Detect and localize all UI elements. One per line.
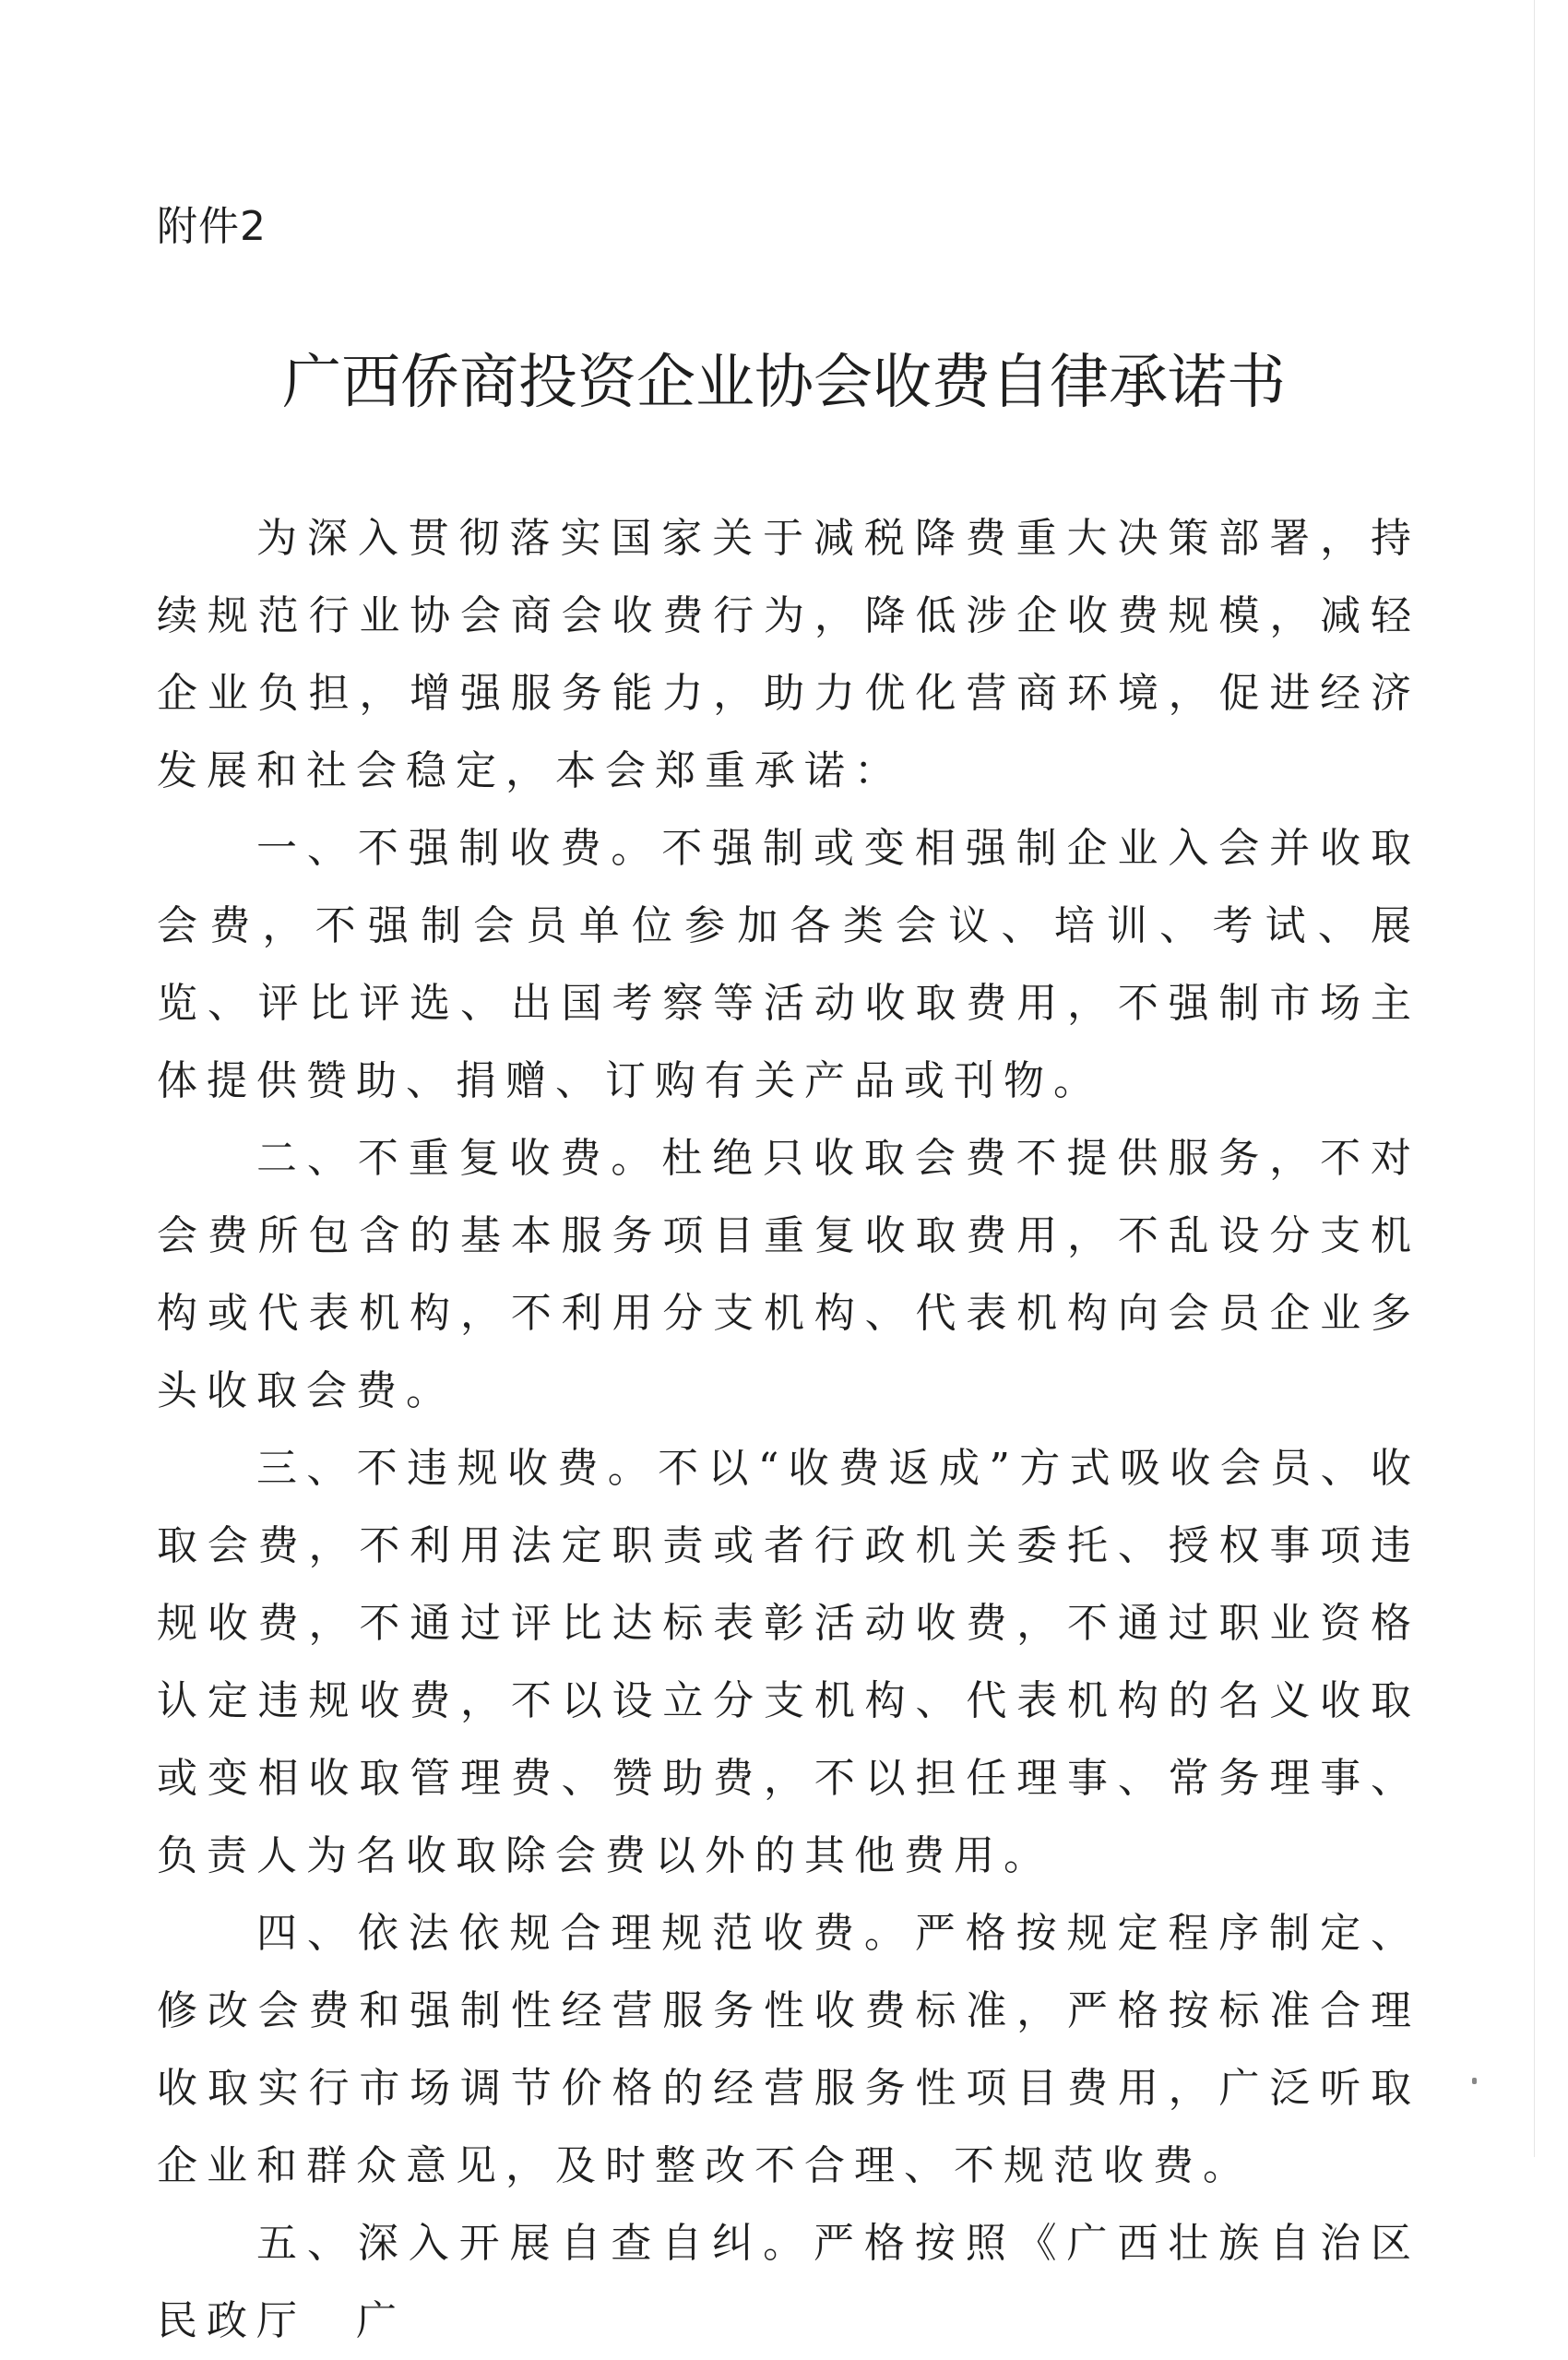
paragraph-item-3: 三、不违规收费。不以“收费返成”方式吸收会员、收取会费，不利用法定职责或者行政机关委托、授权事项违规收费，不通过评比达标表彰活动收费，不通过职业资格认定违规收费，不以设立分支机构、代表机构的名义收取或变相收取管理费、赞助费，不以担任理事、常务理事、负责人为名收取除会费以外的其他费用。	[157, 1445, 1420, 1879]
paragraph-item-4: 四、依法依规合理规范收费。严格按规定程序制定、修改会费和强制性经营服务性收费标准，严格按标准合理收取实行市场调节价格的经营服务性项目费用，广泛听取企业和群众意见，及时整改不合理、不规范收费。	[157, 1910, 1420, 2189]
document-title: 广西侨商投资企业协会收费自律承诺书	[282, 349, 1286, 417]
document-body	[157, 500, 1420, 2360]
page-edge-line	[1534, 0, 1535, 2157]
paragraph-item-2: 二、不重复收费。杜绝只收取会费不提供服务，不对会费所包含的基本服务项目重复收取费用，不乱设分支机构或代表机构，不利用分支机构、代表机构向会员企业多头收取会费。	[157, 1135, 1420, 1414]
paragraph-item-1: 一、不强制收费。不强制或变相强制企业入会并收取会费，不强制会员单位参加各类会议、培训、考试、展览、评比评选、出国考察等活动收取费用，不强制市场主体提供赞助、捐赠、订购有关产品或刊物。	[157, 825, 1420, 1104]
attachment-label: 附件2	[157, 203, 267, 250]
paragraph-intro: 为深入贯彻落实国家关于减税降费重大决策部署，持续规范行业协会商会收费行为，降低涉企收费规模，减轻企业负担，增强服务能力，助力优化营商环境，促进经济发展和社会稳定，本会郑重承诺：	[157, 515, 1420, 794]
scan-speck	[1472, 2078, 1477, 2084]
paragraph-item-5: 五、深入开展自查自纠。严格按照《广西壮族自治区民政厅 广	[157, 2220, 1420, 2344]
